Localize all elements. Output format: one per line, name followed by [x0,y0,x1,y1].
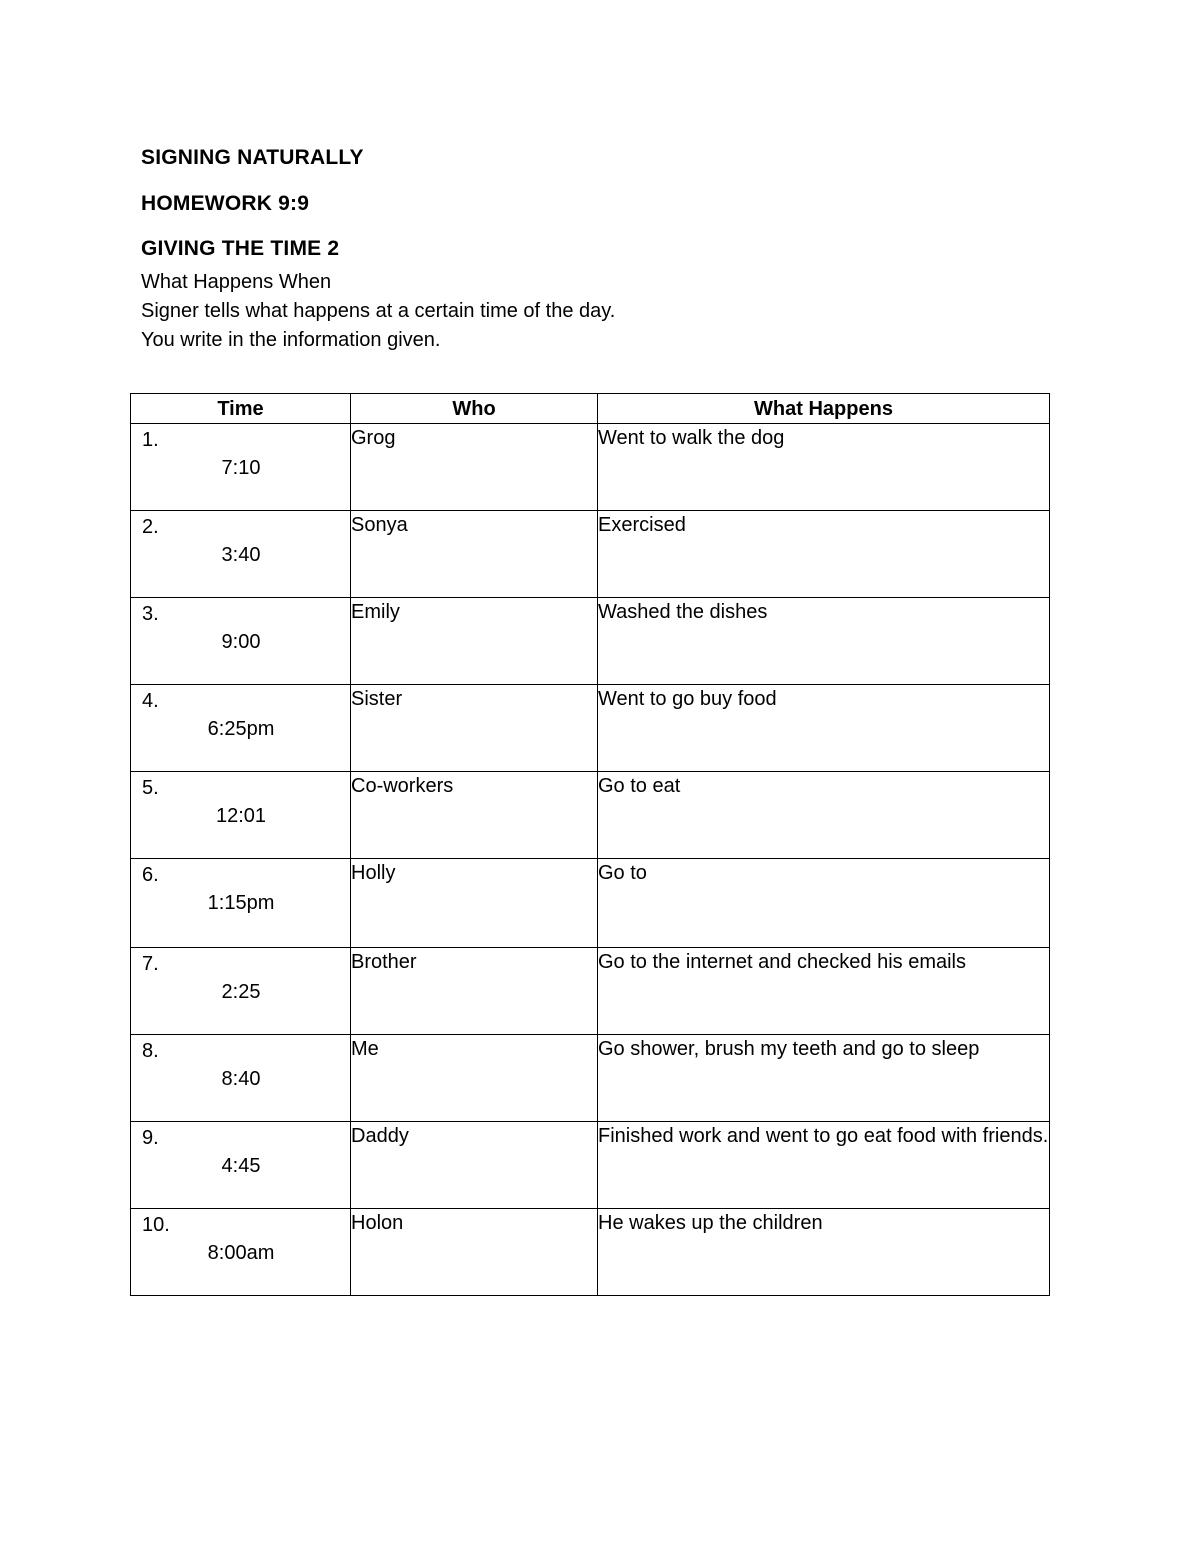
time-cell [131,424,351,511]
row-number: 7. [142,953,159,975]
time-value: 3:40 [221,544,261,566]
what-happens-cell: He wakes up the children [598,1209,1050,1296]
instructions-line-1: Signer tells what happens at a certain time of the day. [141,300,616,322]
time-cell [131,1035,351,1122]
table-row [131,598,1050,685]
time-cell [131,948,351,1035]
who-cell: Holon [351,1209,598,1296]
what-happens-cell: Exercised [598,511,1050,598]
what-happens-cell: Go shower, brush my teeth and go to sleep [598,1035,1050,1122]
what-happens-cell: Went to go buy food [598,685,1050,772]
document-title: SIGNING NATURALLY [141,146,364,169]
instructions-line-2: You write in the information given. [141,329,441,351]
instructions [141,268,615,355]
row-number: 3. [142,603,159,625]
time-value: 8:40 [221,1068,261,1090]
who-cell: Daddy [351,1122,598,1209]
row-number: 9. [142,1127,159,1149]
time-cell [131,511,351,598]
what-happens-cell: Go to the internet and checked his emails [598,948,1050,1035]
column-header-time: Time [131,394,351,424]
row-number: 2. [142,516,159,538]
time-cell [131,772,351,859]
row-number: 5. [142,777,159,799]
time-cell [131,1209,351,1296]
table-row [131,1209,1050,1296]
instructions-subtitle: What Happens When [141,271,332,293]
what-happens-cell: Washed the dishes [598,598,1050,685]
homework-number: HOMEWORK 9:9 [141,192,310,215]
table-row [131,1035,1050,1122]
who-cell: Sister [351,685,598,772]
what-happens-cell: Finished work and went to go eat food with friends. [598,1122,1050,1209]
who-cell: Me [351,1035,598,1122]
table-row [131,424,1050,511]
time-value: 9:00 [221,631,261,653]
who-cell: Holly [351,859,598,948]
what-happens-cell: Go to [598,859,1050,948]
time-value: 12:01 [215,805,267,827]
time-cell [131,1122,351,1209]
table-row [131,772,1050,859]
row-number: 1. [142,429,159,451]
column-header-what-happens: What Happens [598,394,1050,424]
who-cell: Grog [351,424,598,511]
time-value: 7:10 [221,457,261,479]
table-row [131,859,1050,948]
section-title: GIVING THE TIME 2 [141,237,340,260]
who-cell: Sonya [351,511,598,598]
what-happens-cell: Went to walk the dog [598,424,1050,511]
time-value: 1:15pm [207,892,275,914]
table-header-row [131,394,1050,424]
time-value: 8:00am [207,1242,275,1264]
table-row [131,1122,1050,1209]
what-happens-cell: Go to eat [598,772,1050,859]
time-value: 6:25pm [207,718,275,740]
time-cell [131,685,351,772]
time-value: 2:25 [221,981,261,1003]
who-cell: Emily [351,598,598,685]
who-cell: Brother [351,948,598,1035]
time-cell [131,859,351,948]
table-row [131,511,1050,598]
time-cell [131,598,351,685]
row-number: 6. [142,864,159,886]
row-number: 8. [142,1040,159,1062]
who-cell: Co-workers [351,772,598,859]
row-number: 10. [142,1214,170,1236]
row-number: 4. [142,690,159,712]
homework-table [130,393,1050,1296]
time-value: 4:45 [221,1155,261,1177]
column-header-who: Who [351,394,598,424]
table-row [131,948,1050,1035]
table-row [131,685,1050,772]
